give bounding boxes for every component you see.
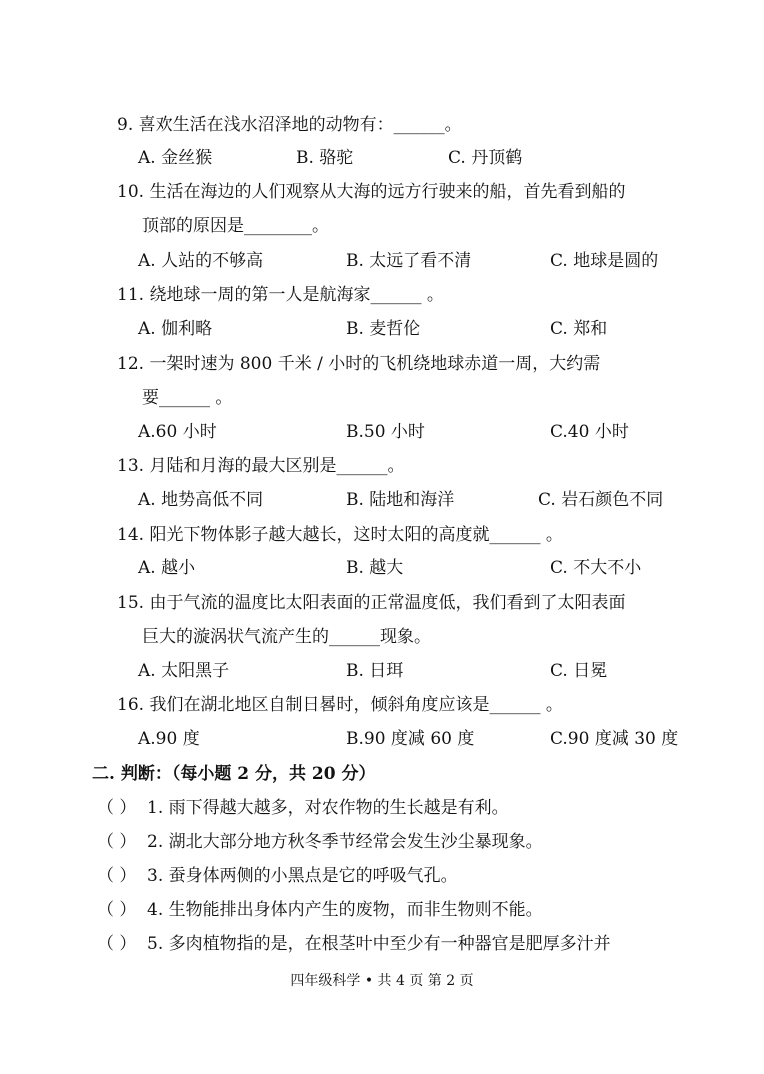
answer-blank[interactable]: （ ）	[97, 832, 137, 852]
question-15-stem-line1: 15. 由于气流的温度比太阳表面的正常温度低，我们看到了太阳表面	[117, 593, 626, 613]
judgment-text: 2. 湖北大部分地方秋冬季节经常会发生沙尘暴现象。	[147, 832, 543, 852]
question-13-stem: 13. 月陆和月海的最大区别是______。	[117, 456, 405, 476]
question-10-stem-line1: 10. 生活在海边的人们观察从大海的远方行驶来的船，首先看到船的	[117, 182, 626, 202]
question-11-stem: 11. 绕地球一周的第一人是航海家______ 。	[117, 285, 444, 305]
option-b: B. 越大	[346, 558, 404, 578]
question-9-stem: 9. 喜欢生活在浅水沼泽地的动物有：______。	[117, 115, 462, 135]
option-b: B. 日珥	[346, 661, 404, 681]
option-b: B.50 小时	[346, 422, 425, 442]
option-c: C. 岩石颜色不同	[538, 490, 664, 510]
page-footer: 四年级科学 • 共 4 页 第 2 页	[290, 973, 474, 989]
answer-blank[interactable]: （ ）	[97, 866, 137, 886]
judgment-text: 1. 雨下得越大越多，对农作物的生长越是有利。	[147, 798, 509, 818]
question-15-stem-line2: 巨大的漩涡状气流产生的______现象。	[142, 627, 431, 647]
option-b: B. 骆驼	[296, 148, 354, 168]
question-12-stem-line1: 12. 一架时速为 800 千米 / 小时的飞机绕地球赤道一周，大约需	[117, 354, 601, 374]
option-a: A. 伽利略	[138, 319, 213, 339]
option-a: A. 人站的不够高	[138, 251, 264, 271]
option-b: B. 太远了看不清	[346, 251, 472, 271]
option-c: C.40 小时	[550, 422, 629, 442]
option-a: A. 越小	[138, 558, 196, 578]
option-a: A. 太阳黑子	[138, 661, 230, 681]
question-14-stem: 14. 阳光下物体影子越大越长，这时太阳的高度就______ 。	[117, 525, 563, 545]
answer-blank[interactable]: （ ）	[97, 934, 137, 954]
option-b: B. 麦哲伦	[346, 319, 421, 339]
option-b: B.90 度减 60 度	[346, 729, 475, 749]
option-a: A. 地势高低不同	[138, 490, 264, 510]
answer-blank[interactable]: （ ）	[97, 900, 137, 920]
answer-blank[interactable]: （ ）	[97, 798, 137, 818]
option-a: A.60 小时	[138, 422, 217, 442]
question-10-stem-line2: 顶部的原因是________。	[142, 216, 329, 236]
option-c: C. 丹顶鹤	[448, 148, 523, 168]
question-12-stem-line2: 要______ 。	[142, 388, 233, 408]
option-c: C.90 度减 30 度	[550, 729, 679, 749]
option-c: C. 日冕	[550, 661, 608, 681]
section-2-title: 二. 判断：（每小题 2 分，共 20 分）	[92, 764, 376, 784]
option-a: A.90 度	[138, 729, 200, 749]
judgment-text: 5. 多肉植物指的是，在根茎叶中至少有一种器官是肥厚多汁并	[147, 934, 611, 954]
option-a: A. 金丝猴	[138, 148, 213, 168]
option-b: B. 陆地和海洋	[346, 490, 455, 510]
question-16-stem: 16. 我们在湖北地区自制日晷时，倾斜角度应该是______ 。	[117, 695, 563, 715]
option-c: C. 不大不小	[550, 558, 642, 578]
option-c: C. 郑和	[550, 319, 608, 339]
judgment-text: 4. 生物能排出身体内产生的废物，而非生物则不能。	[147, 900, 543, 920]
option-c: C. 地球是圆的	[550, 251, 659, 271]
judgment-text: 3. 蚕身体两侧的小黑点是它的呼吸气孔。	[147, 866, 458, 886]
